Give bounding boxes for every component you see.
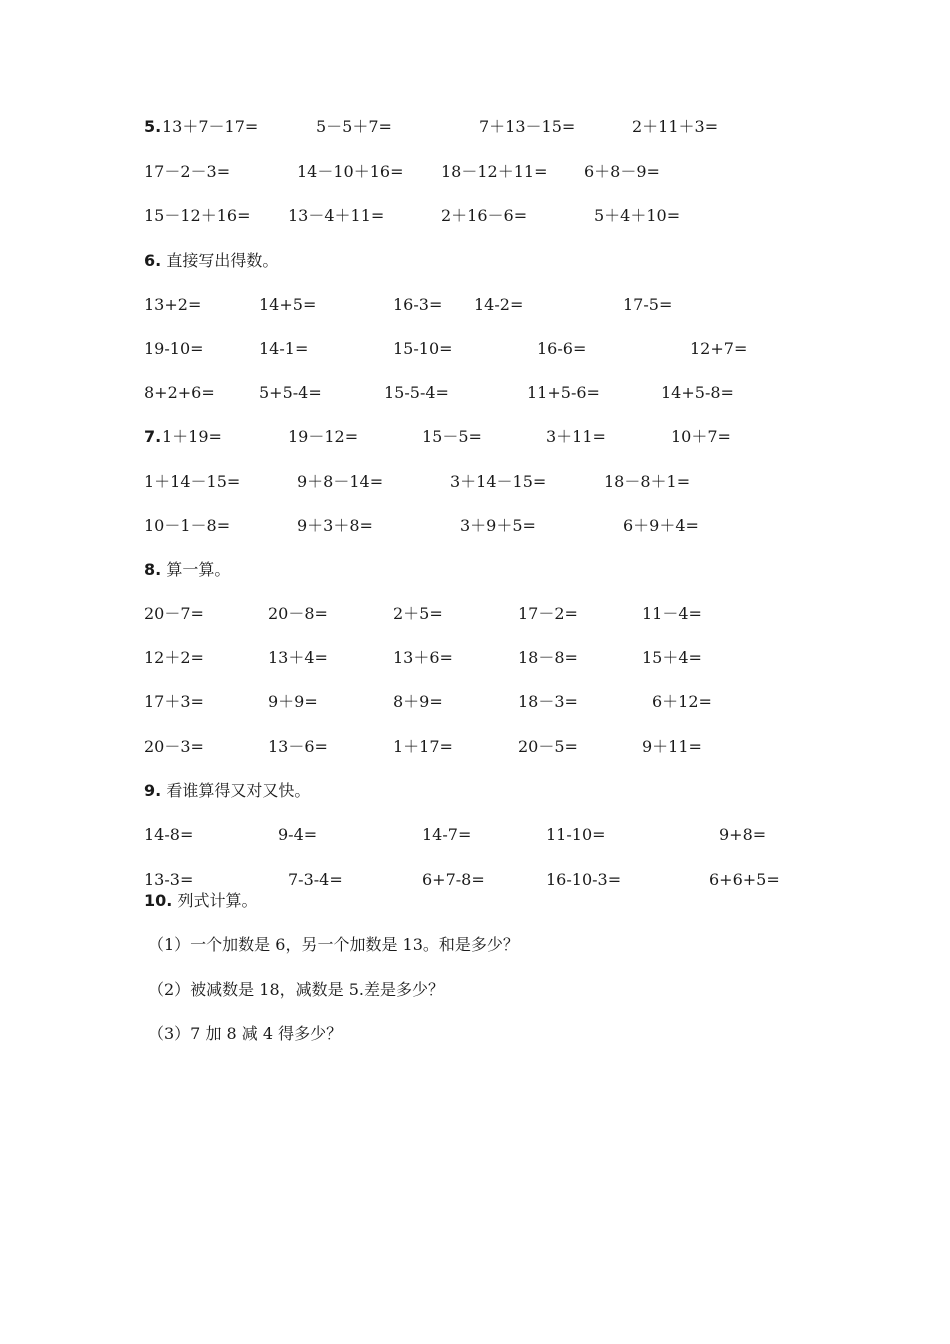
expression: 16-3= (393, 295, 443, 314)
question-number: 7. (144, 427, 162, 446)
s9-row-2 (0, 868, 950, 892)
s8-row-1 (0, 602, 950, 626)
expression: 14-2= (474, 295, 524, 314)
expression: 15-10= (393, 339, 453, 358)
question-title: 列式计算。 (177, 891, 258, 910)
expression: 20－3= (144, 737, 204, 756)
expression: 20－5= (518, 737, 578, 756)
expression: 9-4= (278, 825, 318, 844)
s8-heading (144, 558, 230, 582)
expression: 11-10= (546, 825, 606, 844)
s10-question-3 (0, 1022, 950, 1046)
question-title: 算一算。 (166, 560, 231, 579)
expression: 9＋9= (268, 692, 318, 711)
expression: 6＋8－9= (584, 162, 660, 181)
expression: 5＋4＋10= (594, 206, 681, 225)
expression: 1＋17= (393, 737, 453, 756)
expression: 17-5= (623, 295, 673, 314)
s7-row-1 (0, 425, 950, 449)
s5-row-3 (0, 204, 950, 228)
s5-row-1 (0, 115, 950, 139)
expression: 3＋9＋5= (460, 516, 536, 535)
s8-row-3 (0, 690, 950, 714)
expression: 15－5= (422, 427, 482, 446)
expression: 1＋14－15= (144, 472, 241, 491)
s6-row-3 (0, 381, 950, 405)
expression: 9＋8－14= (297, 472, 384, 491)
expression: 18－3= (518, 692, 578, 711)
s7-row-3 (0, 514, 950, 538)
expression: 13－6= (268, 737, 328, 756)
s7-row-2 (0, 470, 950, 494)
question-title: 看谁算得又对又快。 (166, 781, 311, 800)
expression: 9+8= (719, 825, 767, 844)
expression: 5－5＋7= (316, 117, 392, 136)
expression: 15-5-4= (384, 383, 449, 402)
expression: 14-7= (422, 825, 472, 844)
expression: 9＋11= (642, 737, 702, 756)
expression: 16-6= (537, 339, 587, 358)
expression: 11+5-6= (527, 383, 600, 402)
expression: 17－2－3= (144, 162, 231, 181)
question-number: 5. (144, 117, 162, 136)
s9-row-1 (0, 823, 950, 847)
expression: 8＋9= (393, 692, 443, 711)
s10-question-1 (0, 933, 950, 957)
expression: 9＋3＋8= (297, 516, 373, 535)
question-number: 8. (144, 560, 162, 579)
expression: 6+7-8= (422, 870, 485, 889)
expression: 3＋14－15= (450, 472, 547, 491)
s10-heading (144, 889, 257, 913)
expression: 14－10＋16= (297, 162, 404, 181)
expression: 6＋9＋4= (623, 516, 699, 535)
expression: 14+5= (259, 295, 317, 314)
question-title: 直接写出得数。 (166, 251, 279, 270)
expression: 13＋7－17= (162, 117, 259, 136)
expression: 11－4= (642, 604, 702, 623)
expression: 10＋7= (671, 427, 731, 446)
expression: 18－12＋11= (441, 162, 548, 181)
expression: 7＋13－15= (479, 117, 576, 136)
expression: 18－8= (518, 648, 578, 667)
s10-question-2 (0, 978, 950, 1002)
word-problem: （3）7 加 8 减 4 得多少？ (148, 1024, 343, 1043)
expression: 2＋16－6= (441, 206, 528, 225)
expression: 14-1= (259, 339, 309, 358)
expression: 10－1－8= (144, 516, 231, 535)
s8-row-4 (0, 735, 950, 759)
expression: 13＋4= (268, 648, 328, 667)
expression: 19-10= (144, 339, 204, 358)
expression: 16-10-3= (546, 870, 622, 889)
s8-row-2 (0, 646, 950, 670)
expression: 15－12＋16= (144, 206, 251, 225)
expression: 20－8= (268, 604, 328, 623)
s6-row-2 (0, 337, 950, 361)
s5-row-2 (0, 160, 950, 184)
expression: 7-3-4= (288, 870, 343, 889)
expression: 6+6+5= (709, 870, 780, 889)
expression: 12＋2= (144, 648, 204, 667)
expression: 12+7= (690, 339, 748, 358)
expression: 13-3= (144, 870, 194, 889)
expression: 17－2= (518, 604, 578, 623)
expression: 18－8＋1= (604, 472, 691, 491)
expression: 17＋3= (144, 692, 204, 711)
expression: 8+2+6= (144, 383, 215, 402)
s6-heading (144, 249, 278, 273)
question-number: 6. (144, 251, 162, 270)
question-number: 10. (144, 891, 173, 910)
expression: 14-8= (144, 825, 194, 844)
expression: 2＋5= (393, 604, 443, 623)
expression: 13－4＋11= (288, 206, 385, 225)
expression: 20－7= (144, 604, 204, 623)
word-problem: （2）被减数是 18，减数是 5.差是多少？ (148, 980, 444, 999)
expression: 13＋6= (393, 648, 453, 667)
s6-row-1 (0, 293, 950, 317)
expression: 19－12= (288, 427, 359, 446)
expression: 6＋12= (652, 692, 712, 711)
expression: 3＋11= (546, 427, 606, 446)
expression: 15＋4= (642, 648, 702, 667)
word-problem: （1）一个加数是 6，另一个加数是 13。和是多少？ (148, 935, 519, 954)
s9-heading (144, 779, 310, 803)
expression: 1＋19= (162, 427, 222, 446)
expression: 5+5-4= (259, 383, 322, 402)
expression: 14+5-8= (661, 383, 734, 402)
question-number: 9. (144, 781, 162, 800)
expression: 2＋11＋3= (632, 117, 719, 136)
expression: 13+2= (144, 295, 202, 314)
